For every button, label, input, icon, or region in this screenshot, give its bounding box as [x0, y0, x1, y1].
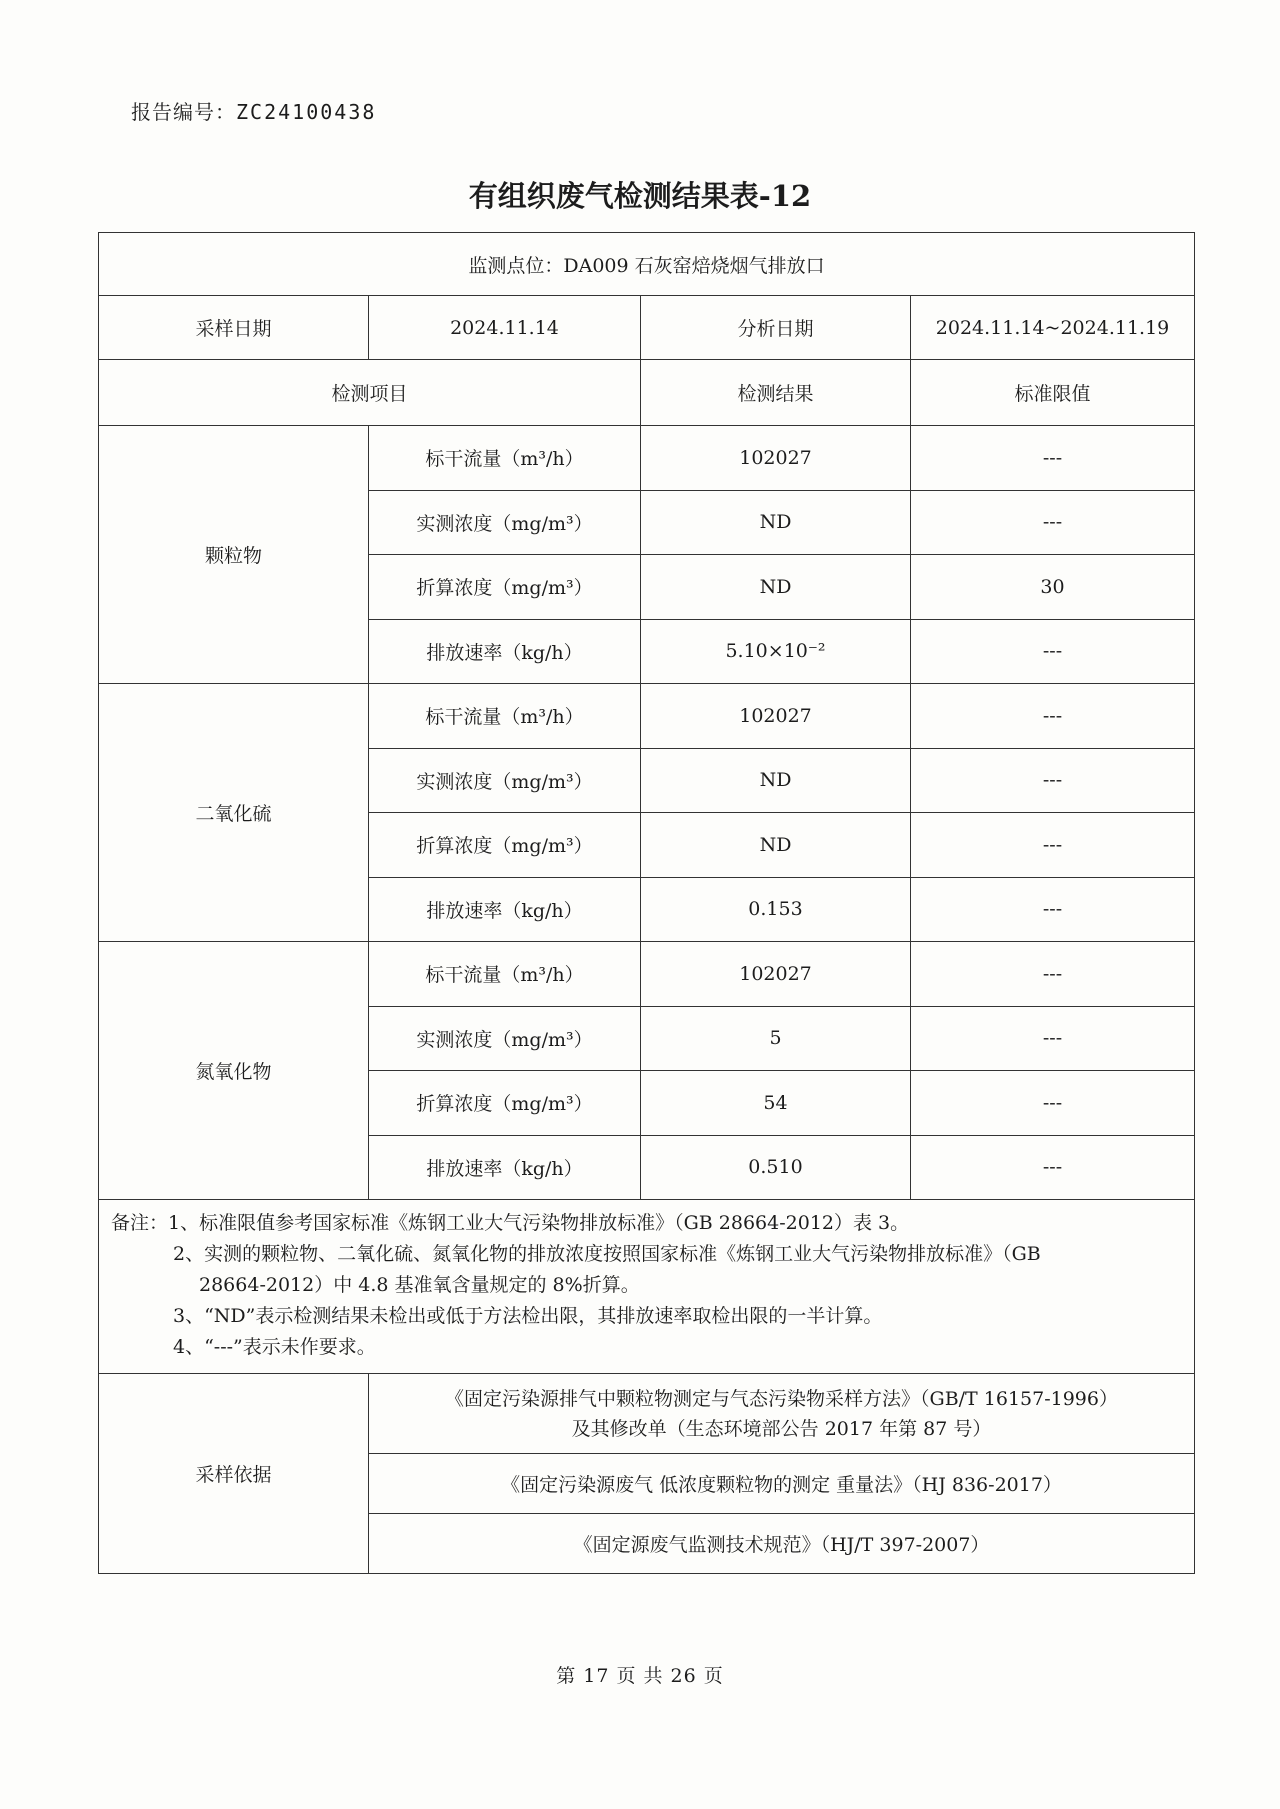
page-title: 有组织废气检测结果表-12: [468, 179, 812, 213]
result-cell: 54: [641, 1071, 911, 1136]
col-limit-header: 标准限值: [911, 360, 1195, 426]
limit-cell: ---: [911, 942, 1195, 1007]
report-number-label: 报告编号：: [131, 100, 236, 124]
result-cell: 0.510: [641, 1135, 911, 1200]
limit-cell: ---: [911, 1135, 1195, 1200]
param-cell: 标干流量（m³/h）: [369, 684, 641, 749]
result-cell: ND: [641, 555, 911, 620]
result-cell: ND: [641, 748, 911, 813]
limit-cell: ---: [911, 748, 1195, 813]
group-name: 颗粒物: [99, 426, 369, 684]
note-line: [111, 1208, 1182, 1239]
basis-item-3: 《固定源废气监测技术规范》（HJ/T 397-2007）: [369, 1514, 1195, 1574]
basis-line: 及其修改单（生态环境部公告 2017 年第 87 号）: [571, 1417, 992, 1440]
note-item: 28664-2012）中 4.8 基准氧含量规定的 8%折算。: [199, 1274, 640, 1296]
param-cell: 标干流量（m³/h）: [369, 426, 641, 491]
site-cell: [99, 233, 1195, 296]
basis-label: 采样依据: [99, 1374, 369, 1574]
limit-cell: ---: [911, 619, 1195, 684]
notes-cell: [99, 1200, 1195, 1374]
param-cell: 实测浓度（mg/m³）: [369, 1006, 641, 1071]
group-name: 二氧化硫: [99, 684, 369, 942]
limit-cell: ---: [911, 490, 1195, 555]
column-header-row: [99, 360, 1195, 426]
param-cell: 折算浓度（mg/m³）: [369, 813, 641, 878]
param-cell: 实测浓度（mg/m³）: [369, 490, 641, 555]
result-cell: 0.153: [641, 877, 911, 942]
notes-prefix: 备注：: [111, 1212, 169, 1234]
param-cell: 折算浓度（mg/m³）: [369, 1071, 641, 1136]
col-item-header: 检测项目: [99, 360, 641, 426]
report-number-value: ZC24100438: [236, 100, 377, 124]
result-cell: 102027: [641, 684, 911, 749]
notes-row: [99, 1200, 1195, 1374]
result-cell: 102027: [641, 426, 911, 491]
param-cell: 折算浓度（mg/m³）: [369, 555, 641, 620]
table-row: [99, 426, 1195, 491]
note-item: 2、实测的颗粒物、二氧化硫、氮氧化物的排放浓度按照国家标准《炼钢工业大气污染物排放标准》（GB: [173, 1243, 1041, 1265]
basis-line: 《固定污染源排气中颗粒物测定与气态污染物采样方法》（GB/T 16157-1996）: [445, 1387, 1118, 1410]
limit-cell: ---: [911, 1071, 1195, 1136]
limit-cell: ---: [911, 426, 1195, 491]
table-row: [99, 684, 1195, 749]
param-cell: 排放速率（kg/h）: [369, 877, 641, 942]
analysis-date-value: 2024.11.14~2024.11.19: [911, 296, 1195, 360]
limit-cell: ---: [911, 813, 1195, 878]
param-cell: 标干流量（m³/h）: [369, 942, 641, 1007]
result-cell: 5: [641, 1006, 911, 1071]
basis-item-2: 《固定污染源废气 低浓度颗粒物的测定 重量法》（HJ 836-2017）: [369, 1454, 1195, 1514]
note-item: 3、“ND”表示检测结果未检出或低于方法检出限，其排放速率取检出限的一半计算。: [173, 1305, 883, 1327]
group-name: 氮氧化物: [99, 942, 369, 1200]
result-cell: ND: [641, 813, 911, 878]
date-row: [99, 296, 1195, 360]
site-label: 监测点位：: [468, 254, 564, 277]
sampling-date-value: 2024.11.14: [369, 296, 641, 360]
limit-cell: ---: [911, 1006, 1195, 1071]
page-footer: 第 17 页 共 26 页: [556, 1665, 724, 1687]
sampling-date-label: 采样日期: [99, 296, 369, 360]
col-result-header: 检测结果: [641, 360, 911, 426]
note-item: 4、“---”表示未作要求。: [173, 1336, 376, 1358]
basis-row: [99, 1374, 1195, 1454]
result-cell: 102027: [641, 942, 911, 1007]
param-cell: 排放速率（kg/h）: [369, 619, 641, 684]
limit-cell: ---: [911, 684, 1195, 749]
limit-cell: 30: [911, 555, 1195, 620]
param-cell: 排放速率（kg/h）: [369, 1135, 641, 1200]
site-row: [99, 233, 1195, 296]
result-cell: ND: [641, 490, 911, 555]
result-cell: 5.10×10⁻²: [641, 619, 911, 684]
table-row: [99, 942, 1195, 1007]
site-value: DA009 石灰窑焙烧烟气排放口: [563, 254, 825, 277]
analysis-date-label: 分析日期: [641, 296, 911, 360]
param-cell: 实测浓度（mg/m³）: [369, 748, 641, 813]
results-table: [98, 232, 1195, 1574]
limit-cell: ---: [911, 877, 1195, 942]
report-number-line: [131, 96, 376, 125]
note-item: 1、标准限值参考国家标准《炼钢工业大气污染物排放标准》（GB 28664-2012）表 3。: [168, 1212, 910, 1234]
basis-item-1: [369, 1374, 1195, 1454]
